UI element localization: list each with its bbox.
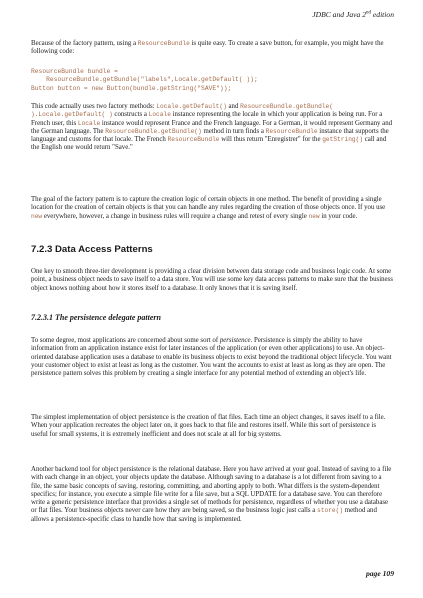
header-title: JDBC and Java 2 [312,10,366,19]
code-line: Button button = new Button(bundle.getString("SAVE")); [31,84,232,92]
paragraph-data-access: One key to smooth three-tier development is providing a clear division between data storage code and business logic code. At some point, a business object needs to save itself to a data store. You will use some key data access patterns to make sure that the business object knows nothing about how it stores itself to a database. It only knows that it is saving itself. [31,268,393,292]
paragraph-factory-goal: The goal of the factory pattern is to capture the creation logic of certain objects in one method. The benefit of providing a single location for the creation of certain objects is that you can handle any rules regarding the creation of those objects once. If you use new everywhere, however, a change in business rules will require a change and retest of every single new in your code. [31,196,386,220]
code-line: ResourceBundle.getBundle("labels",Locale.getDefault( )); [31,76,258,84]
page-number: page 109 [365,569,394,578]
paragraph-persistence: To some degree, most applications are concerned about some sort of persistence. Persistence is simply the ability to have information from an application instance exist for later instances of the application (or even other applications) to use. An object-oriented database application uses a database to enable its business objects to exist beyond the traditional object lifecycle. You want your customer object to exist at least as long as the customer. You want the accounts to exist at least as long as they are open. The persistence pattern solves this problem by creating a single interface for any potential method of extending an object's life. [31,337,392,378]
inline-code: store() [317,507,344,515]
paragraph-factory-intro: Because of the factory pattern, using a ResourceBundle is quite easy. To create a save button, for example, you might have the following code: [31,40,384,56]
paragraph-relational-db: Another backend tool for object persistence is the relational database. Here you have arrived at your goal. Instead of saving to a file with each change in an object, your objects update the database. Although saving to a database is a lot different from saving to a file, the same basic concepts of saving, restoring, committing, and aborting apply to both. What differs is the system-dependent specifics; for instance, you execute a simple file write for a file save, but a SQL UPDATE for a database save. You can therefore write a generic persistence interface that provides a single set of methods for persistence, regardless of whether you use a database or flat files. Your business objects never care how they are being saved, so the business logic just calls a store() method and allows a persistence-specific class to handle how that saving is implemented. [31,466,392,523]
running-header [312,10,394,19]
inline-code: ResourceBundle [137,40,190,47]
code-line: ResourceBundle bundle = [31,68,118,75]
section-heading: 7.2.3 Data Access Patterns [31,244,153,255]
header-superscript: nd [366,10,371,16]
header-suffix: edition [371,10,394,19]
paragraph-factory-methods: This code actually uses two factory methods: Locale.getDefault() and ResourceBundle.getBundle( ).Locale.getDefault( ) constructs a Locale instance representing the locale in which your application is being run. For a French user, this Locale instance would represent France and the French language. For a German, it would represent Germany and the German language. The ResourceBundle.getBundle() method in turn finds a ResourceBundle instance that supports the language and customs for that locale. The French ResourceBundle will thus return "Enregistrer" for the getString() call and the English one would return "Save." [31,103,393,152]
subsection-heading: 7.2.3.1 The persistence delegate pattern [31,313,161,322]
paragraph-flat-files: The simplest implementation of object persistence is the creation of flat files. Each time an object changes, it saves itself to a file. When your application recreates the object later on, it goes back to that file and restores itself. While this sort of persistence is useful for small systems, it is extremely inefficient and does not scale at all for big systems. [31,414,386,438]
code-listing [31,68,258,93]
